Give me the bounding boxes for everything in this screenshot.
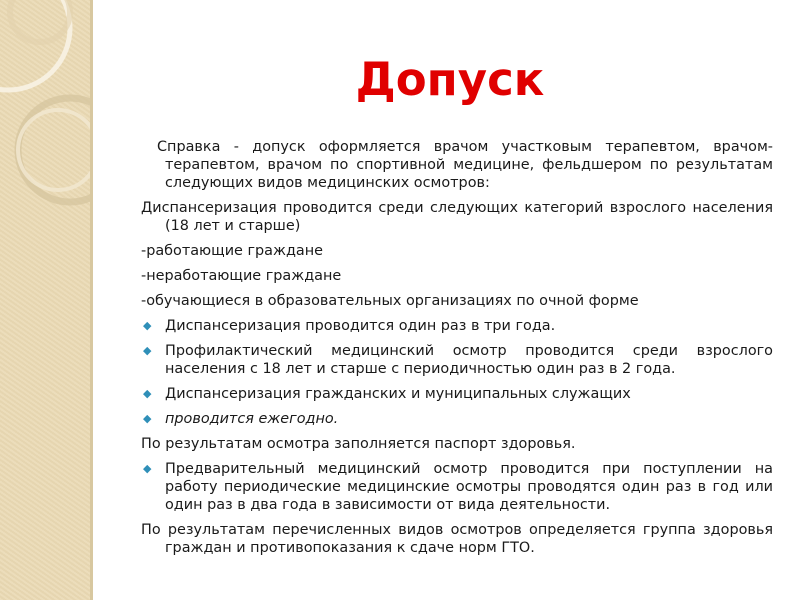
bullet-text: Диспансеризация проводится один раз в три года.: [165, 318, 556, 334]
diamond-bullet-icon: ◆: [143, 462, 152, 475]
decorative-circles: [0, 0, 90, 600]
list-item-working: -работающие граждане: [141, 243, 323, 259]
decorative-side-band: [0, 0, 90, 600]
diamond-bullet-icon: ◆: [143, 387, 152, 400]
side-band-border: [90, 0, 93, 600]
bullet-text: проводится ежегодно.: [165, 411, 339, 427]
diamond-bullet-icon: ◆: [143, 344, 152, 357]
paragraph-health-passport: По результатам осмотра заполняется паспорт здоровья.: [141, 436, 576, 452]
slide-title: Допуск: [355, 53, 545, 106]
bullet-text: Диспансеризация гражданских и муниципальных служащих: [165, 386, 631, 402]
bullet-text: Профилактический медицинский осмотр проводится среди взрослого населения с 18 лет и старше с периодичностью один раз в 2 года.: [165, 343, 773, 377]
paragraph-dispensary-categories: Диспансеризация проводится среди следующих категорий взрослого населения (18 лет и старше): [141, 200, 773, 234]
bullet-item-frequency: [141, 317, 773, 335]
list-item-nonworking: -неработающие граждане: [141, 268, 342, 284]
diamond-bullet-icon: ◆: [143, 412, 152, 425]
diamond-bullet-icon: ◆: [143, 319, 152, 332]
paragraph-health-group: По результатам перечисленных видов осмотров определяется группа здоровья граждан и противопоказания к сдаче норм ГТО.: [141, 522, 773, 556]
list-item-students: -обучающиеся в образовательных организациях по очной форме: [141, 293, 639, 309]
paragraph-certificate: Справка - допуск оформляется врачом участковым терапевтом, врачом-терапевтом, врачом по спортивной медицине, фельдшером по результатам следующих видов медицинских осмотров:: [157, 139, 773, 191]
slide-content: [141, 138, 773, 564]
bullet-item-preventive-exam: [141, 342, 773, 378]
bullet-text: Предварительный медицинский осмотр проводится при поступлении на работу периодические медицинские осмотры проводятся один раз в год или один раз в два года в зависимости от вида деятельности.: [165, 461, 773, 513]
bullet-item-annually: [141, 410, 773, 428]
bullet-item-preliminary-exam: [141, 460, 773, 514]
bullet-item-civil-servants: [141, 385, 773, 403]
